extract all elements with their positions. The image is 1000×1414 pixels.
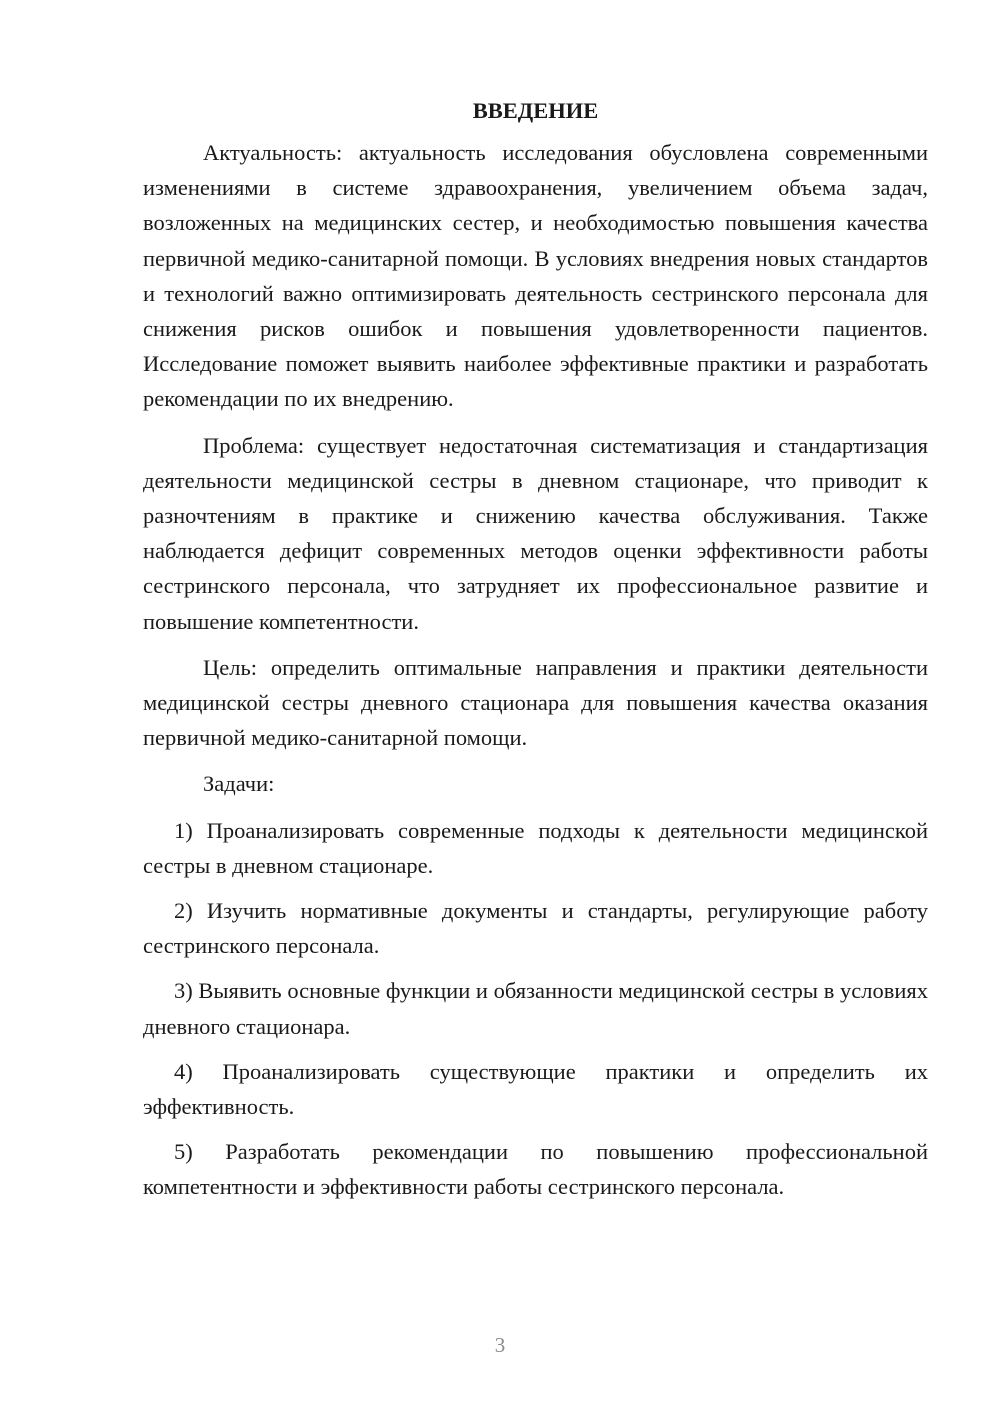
paragraph-goal: Цель: определить оптимальные направления и практики деятельности медицинской сестры дневного стационара для повышения качества оказания первичной медико-санитарной помощи. <box>143 654 928 751</box>
task-item: 3) Выявить основные функции и обязанности медицинской сестры в условиях дневного стационара. <box>143 978 928 1039</box>
page-number: 3 <box>494 1333 506 1357</box>
paragraph-relevance: Актуальность: актуальность исследования обусловлена современными изменениями в системе здравоохранения, увеличением объема задач, возложенных на медицинских сестер, и необходимостью повышения качества первичной медико-санитарной помощи. В условиях внедрения новых стандартов и технологий важно оптимизировать деятельность сестринского персонала для снижения рисков ошибок и повышения удовлетворенности пациентов. Исследование поможет выявить наиболее эффективные практики и разработать рекомендации по их внедрению. <box>143 140 928 412</box>
task-item: 5) Разработать рекомендации по повышению профессиональной компетентности и эффективности работы сестринского персонала. <box>143 1139 928 1200</box>
document-page <box>143 92 928 1215</box>
task-item: 4) Проанализировать существующие практики и определить их эффективность. <box>143 1058 928 1120</box>
paragraph-problem: Проблема: существует недостаточная систематизация и стандартизация деятельности медицинской сестры в дневном стационаре, что приводит к разночтениям в практике и снижению качества обслуживания. Также наблюдается дефицит современных методов оценки эффективности работы сестринского персонала, что затрудняет их профессиональное развитие и повышение компетентности. <box>143 432 928 634</box>
task-item: 2) Изучить нормативные документы и стандарты, регулирующие работу сестринского персонала. <box>143 898 928 959</box>
task-item: 1) Проанализировать современные подходы к деятельности медицинской сестры в дневном стационаре. <box>143 817 928 878</box>
paragraph-tasks-heading: Задачи: <box>203 771 275 797</box>
section-title: ВВЕДЕНИЕ <box>472 98 599 123</box>
